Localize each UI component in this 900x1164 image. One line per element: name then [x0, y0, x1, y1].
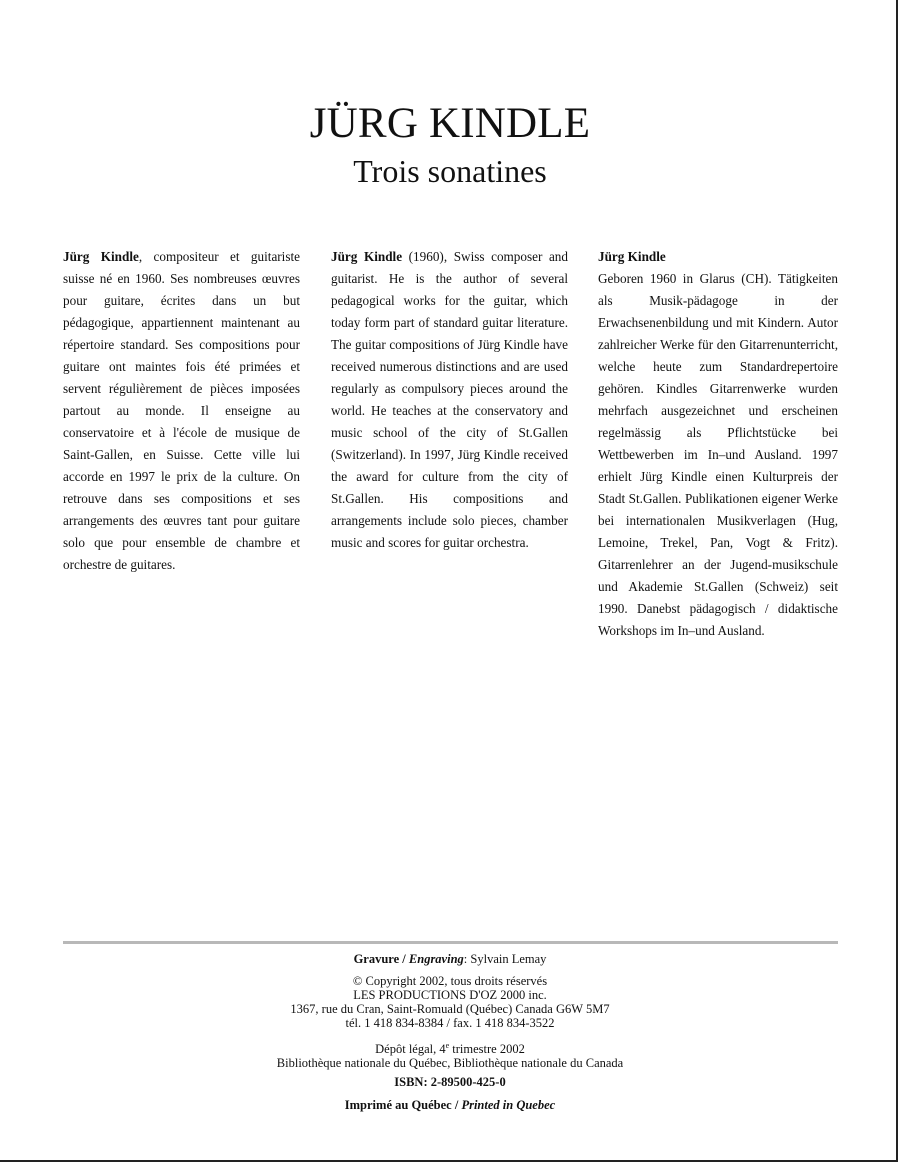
- biography-french: [63, 246, 300, 576]
- engraving-credit: [0, 952, 900, 966]
- biography-english: [331, 246, 568, 554]
- work-title: Trois sonatines: [353, 153, 547, 189]
- printed-in-en: Printed in Quebec: [461, 1098, 556, 1113]
- legal-deposit-suffix: trimestre 2002: [449, 1042, 525, 1057]
- composer-name: JÜRG KINDLE: [309, 100, 591, 147]
- legal-deposit-superscript: e: [445, 1041, 450, 1050]
- legal-deposit-prefix: Dépôt légal, 4: [375, 1042, 446, 1057]
- biography-german-name: Jürg Kindle: [598, 249, 666, 264]
- engraver-name: : Sylvain Lemay: [463, 952, 547, 966]
- publisher-phone: tél. 1 418 834-8384 / fax. 1 418 834-3522: [345, 1016, 555, 1030]
- legal-deposit: [0, 1039, 900, 1056]
- biography-english-name: Jürg Kindle: [331, 249, 403, 264]
- publisher-name: LES PRODUCTIONS D'OZ 2000 inc.: [353, 988, 547, 1002]
- printed-in-fr: Imprimé au Québec /: [344, 1098, 462, 1113]
- copyright-line: © Copyright 2002, tous droits réservés: [352, 974, 548, 988]
- publisher-address: 1367, rue du Cran, Saint-Romuald (Québec) Canada G6W 5M7: [290, 1002, 610, 1016]
- title-block: [0, 98, 900, 190]
- engraving-label-en: Engraving: [408, 952, 464, 966]
- biography-english-body: (1960), Swiss composer and guitarist. He is the author of several pedagogical works for the guitar, which today form part of standard guitar literature. The guitar compositions of Jürg Kindle have received numerous distinctions and are used regularly as compulsory pieces around the world. He teaches at the conservatory and music school of the city of St.Gallen (Switzerland). In 1997, Jürg Kindle received the award for culture from the city of St.Gallen. His compositions and arrangements include solo pieces, chamber music and scores for guitar orchestra.: [331, 249, 568, 550]
- credits-block: [0, 952, 900, 1112]
- biography-german-body: Geboren 1960 in Glarus (CH). Tätigkeiten als Musik-pädagoge in der Erwachsenenbildung und mit Kindern. Autor zahlreicher Werke für den Gitarrenunterricht, welche heute zum Standardrepertoire gehören. Kindles Gitarrenwerke wurden mehrfach ausgezeichnet und erscheinen regelmässig als Pflichtstücke bei Wettbewerben im In–und Ausland. 1997 erhielt Jürg Kindle einen Kulturpreis der Stadt St.Gallen. Publikationen eigener Werke bei internationalen Musikverlagen (Hug, Lemoine, Trekel, Pan, Vogt & Fritz). Gitarrenlehrer an der Jugend-musikschule und Akademie St.Gallen (Schweiz) seit 1990. Danebst pädagogisch / didaktische Workshops im In–und Ausland.: [598, 271, 838, 638]
- printed-in: [0, 1098, 900, 1112]
- national-libraries: Bibliothèque nationale du Québec, Bibliothèque nationale du Canada: [276, 1056, 624, 1071]
- biography-french-name: Jürg Kindle: [63, 249, 139, 264]
- credits-divider: [63, 941, 838, 944]
- biography-german: [598, 246, 838, 642]
- engraving-label-fr: Gravure /: [353, 952, 409, 966]
- biography-french-body: , compositeur et guitariste suisse né en 1960. Ses nombreuses œuvres pour guitare, écrites dans un but pédagogique, appartiennent maintenant au répertoire standard. Ses compositions pour guitare ont maintes fois été primées et servent régulièrement de pièces imposées partout au monde. Il enseigne au conservatoire et à l'école de musique de Saint-Gallen, en Suisse. Cette ville lui accorde en 1997 le prix de la culture. On retrouve dans ses compositions et ses arrangements des œuvres tant pour guitare solo que pour ensemble de chambre et orchestre de guitares.: [63, 249, 300, 572]
- biography-french-text: [63, 246, 300, 576]
- isbn: ISBN: 2-89500-425-0: [394, 1075, 506, 1090]
- biography-english-text: [331, 246, 568, 554]
